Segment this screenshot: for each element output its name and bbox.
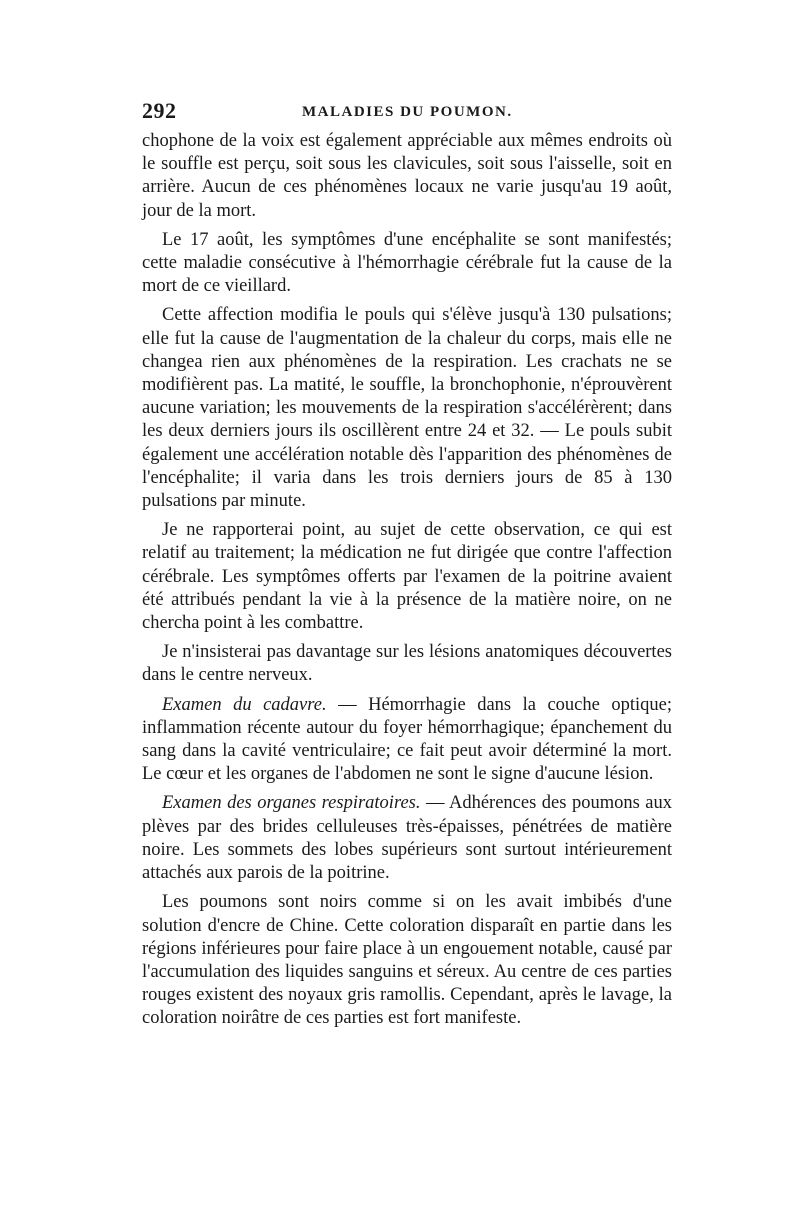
paragraph-6 (142, 694, 672, 787)
page-header (142, 96, 672, 130)
paragraph-text: Les poumons sont noirs comme si on les avait imbibés d'une solution d'encre de Chine. Cette coloration disparaît en partie dans les régions inférieures pour faire place à un engouement notable, causé par l'accumulation des liquides sanguins et séreux. Au centre de ces parties rouges existent des noyaux gris ramollis. Cependant, après le lavage, la coloration noirâtre de ces parties est fort manifeste. (142, 892, 672, 1029)
paragraph-2 (142, 229, 672, 299)
paragraph-text: Je n'insisterai pas davantage sur les lésions anatomiques découvertes dans le centre nerveux. (142, 642, 672, 686)
paragraph-text: — Adhérences des poumons aux plèves par des brides celluleuses très-épaisses, pénétrées de matière noire. Les sommets des lobes supérieurs sont surtout intérieurement attachés aux parois de la poitrine. (142, 793, 672, 884)
paragraph-3 (142, 304, 672, 513)
paragraph-1 (142, 130, 672, 223)
paragraph-8 (142, 891, 672, 1030)
page-number: 292 (142, 98, 177, 123)
paragraph-text: Cette affection modifia le pouls qui s'élève jusqu'à 130 pulsations; elle fut la cause de l'augmentation de la chaleur du corps, mais elle ne changea rien aux phénomènes de la respiration. Les crachats ne se modifièrent pas. La matité, le souffle, la bronchophonie, n'éprouvèrent aucune variation; les mouvements de la respiration s'accélérèrent; dans les deux derniers jours ils oscillèrent entre 24 et 32. — Le pouls subit également une accélération notable dès l'apparition des phénomènes de l'encéphalite; il varia dans les trois derniers jours de 85 à 130 pulsations par minute. (142, 305, 672, 512)
paragraph-7 (142, 792, 672, 885)
paragraph-text: — Hémorrhagie dans la couche optique; inflammation récente autour du foyer hémorrhagique; épanchement du sang dans la cavité ventriculaire; ce fait peut avoir déterminé la mort. Le cœur et les organes de l'abdomen ne sont le signe d'aucune lésion. (142, 694, 672, 785)
section-heading-italic: Examen des organes respiratoires. (162, 793, 421, 814)
book-page (142, 96, 672, 1031)
paragraph-text: Je ne rapporterai point, au sujet de cette observation, ce qui est relatif au traitement; la médication ne fut dirigée que contre l'affection cérébrale. Les symptômes offerts par l'examen de la poitrine avaient été attribués pendant la vie à la présence de la matière noire, on ne chercha point à les combattre. (142, 520, 672, 634)
paragraph-text: Le 17 août, les symptômes d'une encéphalite se sont manifestés; cette maladie consécutive à l'hémorrhagie cérébrale fut la cause de la mort de ce vieillard. (142, 229, 672, 297)
section-heading-italic: Examen du cadavre. (162, 694, 327, 715)
running-title: MALADIES DU POUMON. (302, 104, 513, 120)
paragraph-text: chophone de la voix est également appréciable aux mêmes endroits où le souffle est perçu, soit sous les clavicules, soit sous l'aisselle, soit en arrière. Aucun de ces phénomènes locaux ne varie jusqu'au 19 août, jour de la mort. (142, 131, 672, 221)
body-text (142, 130, 672, 1031)
paragraph-4 (142, 519, 672, 635)
paragraph-5 (142, 641, 672, 687)
